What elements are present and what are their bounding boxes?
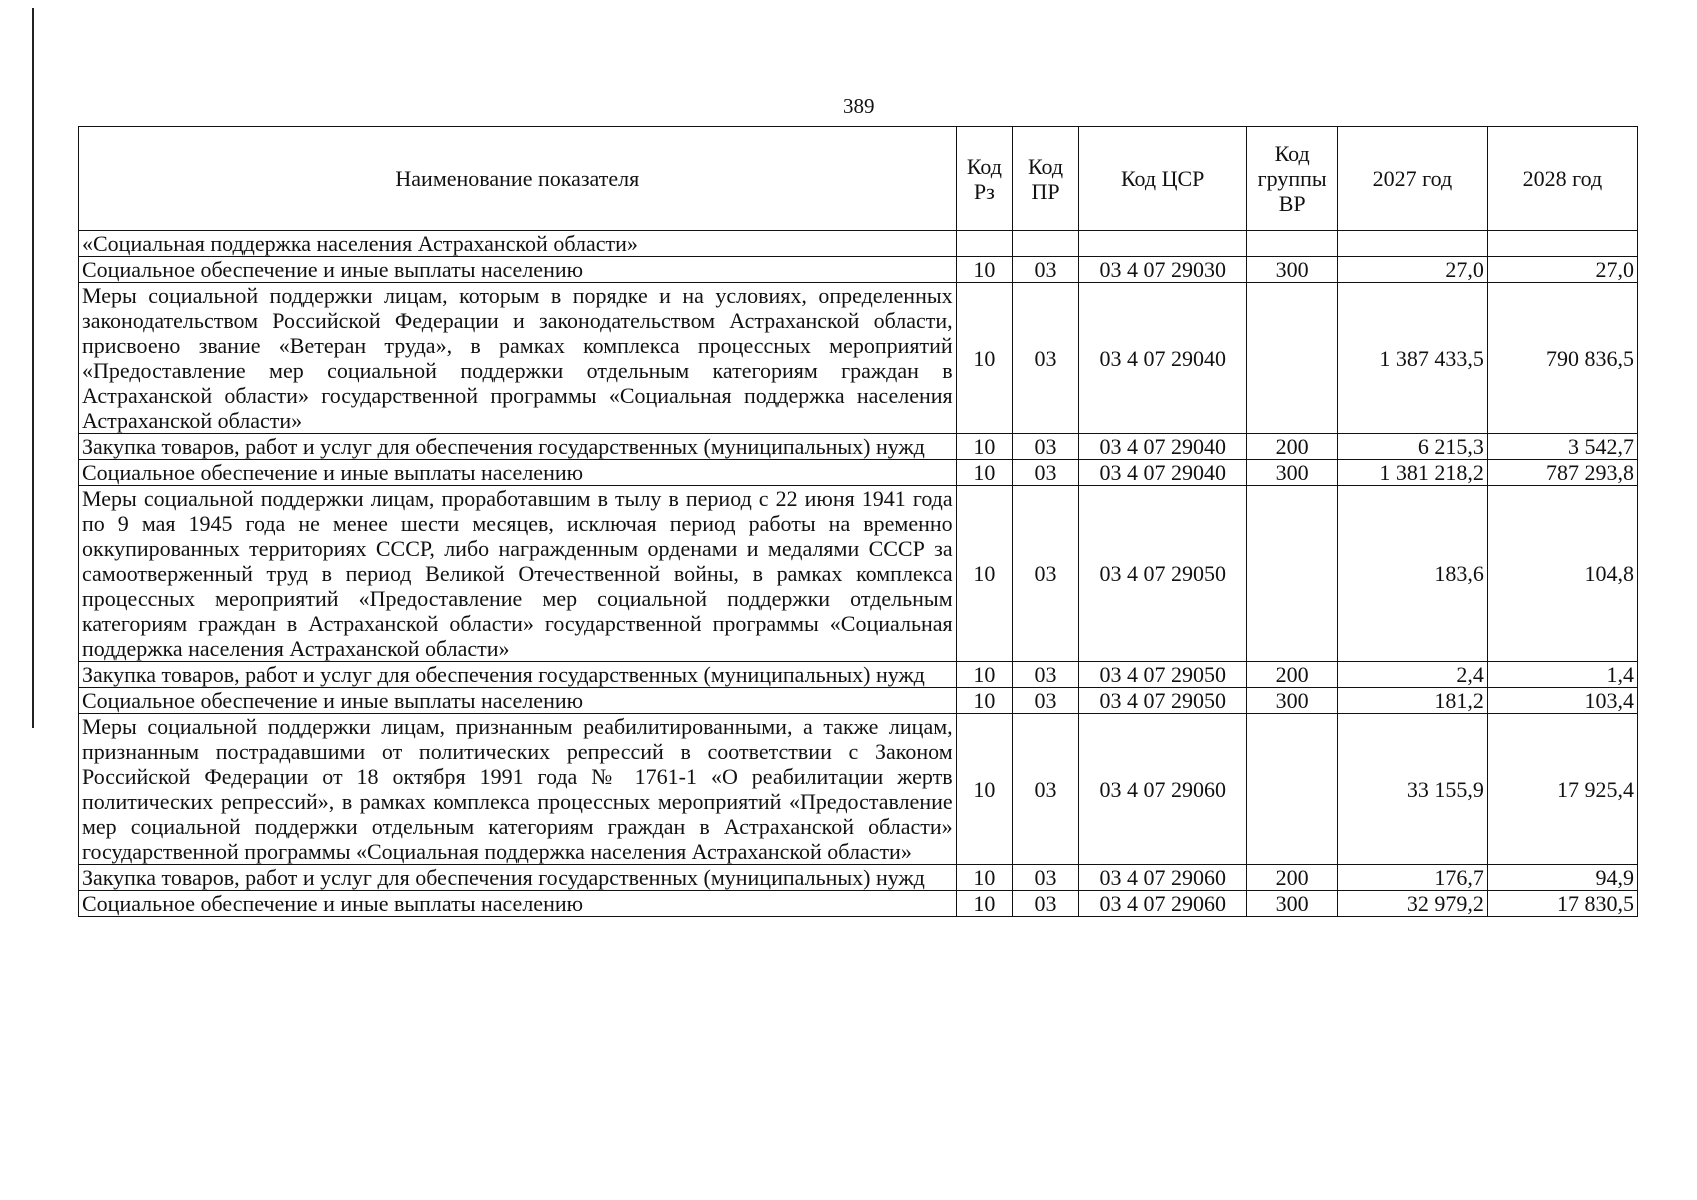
row-vr bbox=[1247, 231, 1337, 257]
row-rz: 10 bbox=[956, 460, 1013, 486]
row-2028: 17 830,5 bbox=[1487, 891, 1637, 917]
row-2027: 1 381 218,2 bbox=[1337, 460, 1487, 486]
header-2028: 2028 год bbox=[1487, 127, 1637, 231]
page-margin-line bbox=[32, 8, 34, 728]
row-csr: 03 4 07 29060 bbox=[1078, 891, 1247, 917]
row-2028: 1,4 bbox=[1487, 662, 1637, 688]
row-rz: 10 bbox=[956, 283, 1013, 434]
header-vr: Код группы ВР bbox=[1247, 127, 1337, 231]
row-pr: 03 bbox=[1013, 257, 1079, 283]
row-2027: 27,0 bbox=[1337, 257, 1487, 283]
header-name: Наименование показателя bbox=[79, 127, 957, 231]
row-2027: 32 979,2 bbox=[1337, 891, 1487, 917]
row-pr: 03 bbox=[1013, 486, 1079, 662]
row-name: Социальное обеспечение и иные выплаты населению bbox=[79, 460, 957, 486]
row-pr: 03 bbox=[1013, 688, 1079, 714]
row-rz: 10 bbox=[956, 662, 1013, 688]
row-pr: 03 bbox=[1013, 714, 1079, 865]
row-name: Меры социальной поддержки лицам, признанным реабилитированными, а также лицам, признанным пострадавшими от политических репрессий в соответствии с Законом Российской Федерации от 18 октября 1991 года № 1761-1 «О реабилитации жертв политических репрессий», в рамках комплекса процессных мероприятий «Предоставление мер социальной поддержки отдельным категориям граждан в Астраханской области» государственной программы «Социальная поддержка населения Астраханской области» bbox=[79, 714, 957, 865]
row-vr: 200 bbox=[1247, 662, 1337, 688]
row-2028: 94,9 bbox=[1487, 865, 1637, 891]
table-row bbox=[79, 486, 1638, 662]
row-vr bbox=[1247, 486, 1337, 662]
row-name: Социальное обеспечение и иные выплаты населению bbox=[79, 891, 957, 917]
row-2028 bbox=[1487, 231, 1637, 257]
row-rz bbox=[956, 231, 1013, 257]
row-pr: 03 bbox=[1013, 865, 1079, 891]
row-2027: 33 155,9 bbox=[1337, 714, 1487, 865]
table-row bbox=[79, 662, 1638, 688]
row-rz: 10 bbox=[956, 434, 1013, 460]
row-csr: 03 4 07 29060 bbox=[1078, 865, 1247, 891]
row-name: Меры социальной поддержки лицам, которым в порядке и на условиях, определенных законодательством Российской Федерации и законодательством Астраханской области, присвоено звание «Ветеран труда», в рамках комплекса процессных мероприятий «Предоставление мер социальной поддержки отдельным категориям граждан в Астраханской области» государственной программы «Социальная поддержка населения Астраханской области» bbox=[79, 283, 957, 434]
row-pr: 03 bbox=[1013, 662, 1079, 688]
row-2028: 104,8 bbox=[1487, 486, 1637, 662]
table-row bbox=[79, 257, 1638, 283]
header-2027: 2027 год bbox=[1337, 127, 1487, 231]
row-pr: 03 bbox=[1013, 460, 1079, 486]
row-name: Закупка товаров, работ и услуг для обеспечения государственных (муниципальных) нужд bbox=[79, 434, 957, 460]
table-row bbox=[79, 460, 1638, 486]
table-row bbox=[79, 714, 1638, 865]
row-rz: 10 bbox=[956, 486, 1013, 662]
row-2027 bbox=[1337, 231, 1487, 257]
row-rz: 10 bbox=[956, 865, 1013, 891]
row-pr: 03 bbox=[1013, 891, 1079, 917]
row-csr: 03 4 07 29060 bbox=[1078, 714, 1247, 865]
row-2028: 27,0 bbox=[1487, 257, 1637, 283]
row-pr: 03 bbox=[1013, 283, 1079, 434]
row-csr bbox=[1078, 231, 1247, 257]
row-2027: 6 215,3 bbox=[1337, 434, 1487, 460]
row-pr bbox=[1013, 231, 1079, 257]
row-vr: 200 bbox=[1247, 865, 1337, 891]
row-csr: 03 4 07 29050 bbox=[1078, 486, 1247, 662]
row-2027: 1 387 433,5 bbox=[1337, 283, 1487, 434]
header-pr: Код ПР bbox=[1013, 127, 1079, 231]
row-name: Закупка товаров, работ и услуг для обеспечения государственных (муниципальных) нужд bbox=[79, 865, 957, 891]
table-header-row bbox=[79, 127, 1638, 231]
table-row bbox=[79, 688, 1638, 714]
row-2028: 3 542,7 bbox=[1487, 434, 1637, 460]
row-name: Социальное обеспечение и иные выплаты населению bbox=[79, 257, 957, 283]
row-csr: 03 4 07 29040 bbox=[1078, 434, 1247, 460]
row-rz: 10 bbox=[956, 714, 1013, 865]
row-csr: 03 4 07 29040 bbox=[1078, 460, 1247, 486]
row-2027: 181,2 bbox=[1337, 688, 1487, 714]
row-csr: 03 4 07 29030 bbox=[1078, 257, 1247, 283]
budget-table bbox=[78, 126, 1638, 917]
row-vr: 200 bbox=[1247, 434, 1337, 460]
row-name: Меры социальной поддержки лицам, проработавшим в тылу в период с 22 июня 1941 года по 9 мая 1945 года не менее шести месяцев, исключая период работы на временно оккупированных территориях СССР, либо награжденным орденами и медалями СССР за самоотверженный труд в период Великой Отечественной войны, в рамках комплекса процессных мероприятий «Предоставление мер социальной поддержки отдельным категориям граждан в Астраханской области» государственной программы «Социальная поддержка населения Астраханской области» bbox=[79, 486, 957, 662]
row-csr: 03 4 07 29050 bbox=[1078, 662, 1247, 688]
row-rz: 10 bbox=[956, 257, 1013, 283]
row-2027: 176,7 bbox=[1337, 865, 1487, 891]
row-2027: 2,4 bbox=[1337, 662, 1487, 688]
table-row bbox=[79, 231, 1638, 257]
row-rz: 10 bbox=[956, 891, 1013, 917]
row-rz: 10 bbox=[956, 688, 1013, 714]
row-vr: 300 bbox=[1247, 891, 1337, 917]
table-row bbox=[79, 283, 1638, 434]
header-csr: Код ЦСР bbox=[1078, 127, 1247, 231]
row-vr: 300 bbox=[1247, 460, 1337, 486]
row-name: Закупка товаров, работ и услуг для обеспечения государственных (муниципальных) нужд bbox=[79, 662, 957, 688]
row-2028: 787 293,8 bbox=[1487, 460, 1637, 486]
row-2027: 183,6 bbox=[1337, 486, 1487, 662]
row-vr bbox=[1247, 283, 1337, 434]
row-name: Социальное обеспечение и иные выплаты населению bbox=[79, 688, 957, 714]
row-csr: 03 4 07 29050 bbox=[1078, 688, 1247, 714]
header-rz: Код Рз bbox=[956, 127, 1013, 231]
table-row bbox=[79, 865, 1638, 891]
table-row bbox=[79, 891, 1638, 917]
row-name: «Социальная поддержка населения Астраханской области» bbox=[79, 231, 957, 257]
row-2028: 790 836,5 bbox=[1487, 283, 1637, 434]
row-vr: 300 bbox=[1247, 688, 1337, 714]
table-row bbox=[79, 434, 1638, 460]
row-pr: 03 bbox=[1013, 434, 1079, 460]
row-vr bbox=[1247, 714, 1337, 865]
page-number: 389 bbox=[843, 94, 875, 118]
row-vr: 300 bbox=[1247, 257, 1337, 283]
row-2028: 17 925,4 bbox=[1487, 714, 1637, 865]
row-csr: 03 4 07 29040 bbox=[1078, 283, 1247, 434]
row-2028: 103,4 bbox=[1487, 688, 1637, 714]
